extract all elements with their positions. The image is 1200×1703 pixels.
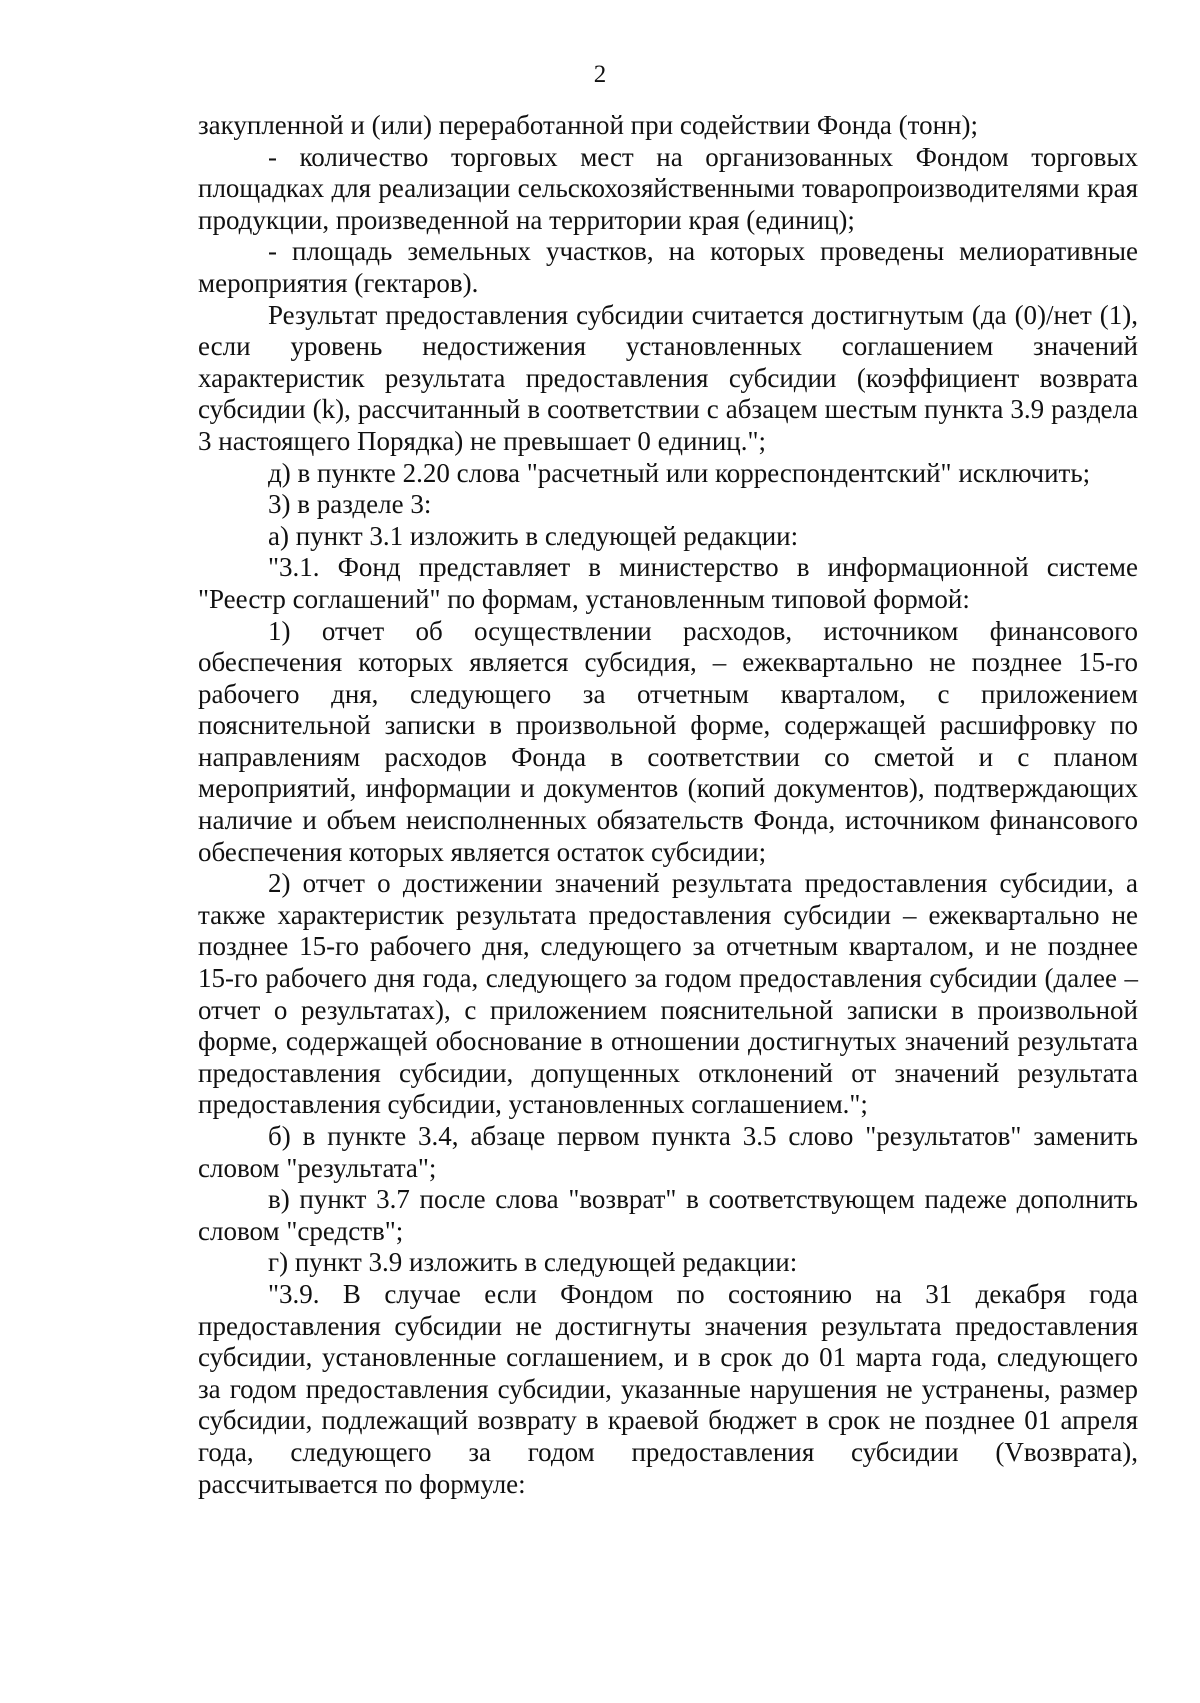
paragraph-item-g: г) пункт 3.9 изложить в следующей редакции:	[268, 1247, 798, 1278]
paragraph-item-d: д) в пункте 2.20 слова "расчетный или корреспондентский" исключить;	[268, 457, 1091, 488]
page-number: 2	[593, 61, 607, 88]
paragraph-trading-places: - количество торговых мест на организованных Фондом торговых площадках для реализации сельскохозяйственными товаропроизводителями края продукции, произведенной на территории края (единиц);	[198, 141, 1138, 235]
paragraph-report-expenses: 1) отчет об осуществлении расходов, источником финансового обеспечения которых является субсидия, – ежеквартально не позднее 15-го рабочего дня, следующего за отчетным кварталом, с приложением пояснительной записки в произвольной форме, содержащей расшифровку по направлениям расходов Фонда в соответствии со сметой и с планом мероприятий, информации и документов (копий документов), подтверждающих наличие и объем неисполненных обязательств Фонда, источником финансового обеспечения которых является остаток субсидии;	[198, 615, 1138, 867]
paragraph-item-b: б) в пункте 3.4, абзаце первом пункта 3.5 слово "результатов" заменить словом "результата";	[198, 1121, 1138, 1183]
paragraph-clause-3-9: "3.9. В случае если Фондом по состоянию на 31 декабря года предоставления субсидии не достигнуты значения результата предоставления субсидии, установленные соглашением, и в срок до 01 марта года, следующего за годом предоставления субсидии, указанные нарушения не устранены, размер субсидии, подлежащий возврату в краевой бюджет в срок не позднее 01 апреля года, следующего за годом предоставления субсидии (Vвозврата), рассчитывается по формуле:	[198, 1278, 1138, 1499]
paragraph-land-area: - площадь земельных участков, на которых проведены мелиоративные мероприятия (гектаров).	[198, 236, 1138, 298]
paragraph-report-results: 2) отчет о достижении значений результата предоставления субсидии, а также характеристик результата предоставления субсидии – ежеквартально не позднее 15-го рабочего дня, следующего за отчетным кварталом, и не позднее 15-го рабочего дня года, следующего за годом предоставления субсидии (далее – отчет о результатах), с приложением пояснительной записки в произвольной форме, содержащей обоснование в отношении достигнутых значений результата предоставления субсидии, допущенных отклонений от значений результата предоставления субсидии, установленных соглашением.";	[198, 868, 1138, 1120]
paragraph-item-a: а) пункт 3.1 изложить в следующей редакции:	[268, 520, 799, 551]
paragraph-section-3: 3) в разделе 3:	[268, 489, 432, 520]
paragraph-item-v: в) пункт 3.7 после слова "возврат" в соответствующем падеже дополнить словом "средств";	[198, 1184, 1138, 1246]
document-body	[198, 110, 1138, 1500]
paragraph-continuation: закупленной и (или) переработанной при содействии Фонда (тонн);	[198, 110, 978, 140]
paragraph-result-achieved: Результат предоставления субсидии считается достигнутым (да (0)/нет (1), если уровень недостижения установленных соглашением значений характеристик результата предоставления субсидии (коэффициент возврата субсидии (k), рассчитанный в соответствии с абзацем шестым пункта 3.9 раздела 3 настоящего Порядка) не превышает 0 единиц.";	[198, 299, 1138, 456]
paragraph-clause-3-1: "3.1. Фонд представляет в министерство в информационной системе "Реестр соглашений" по формам, установленным типовой формой:	[198, 552, 1138, 614]
